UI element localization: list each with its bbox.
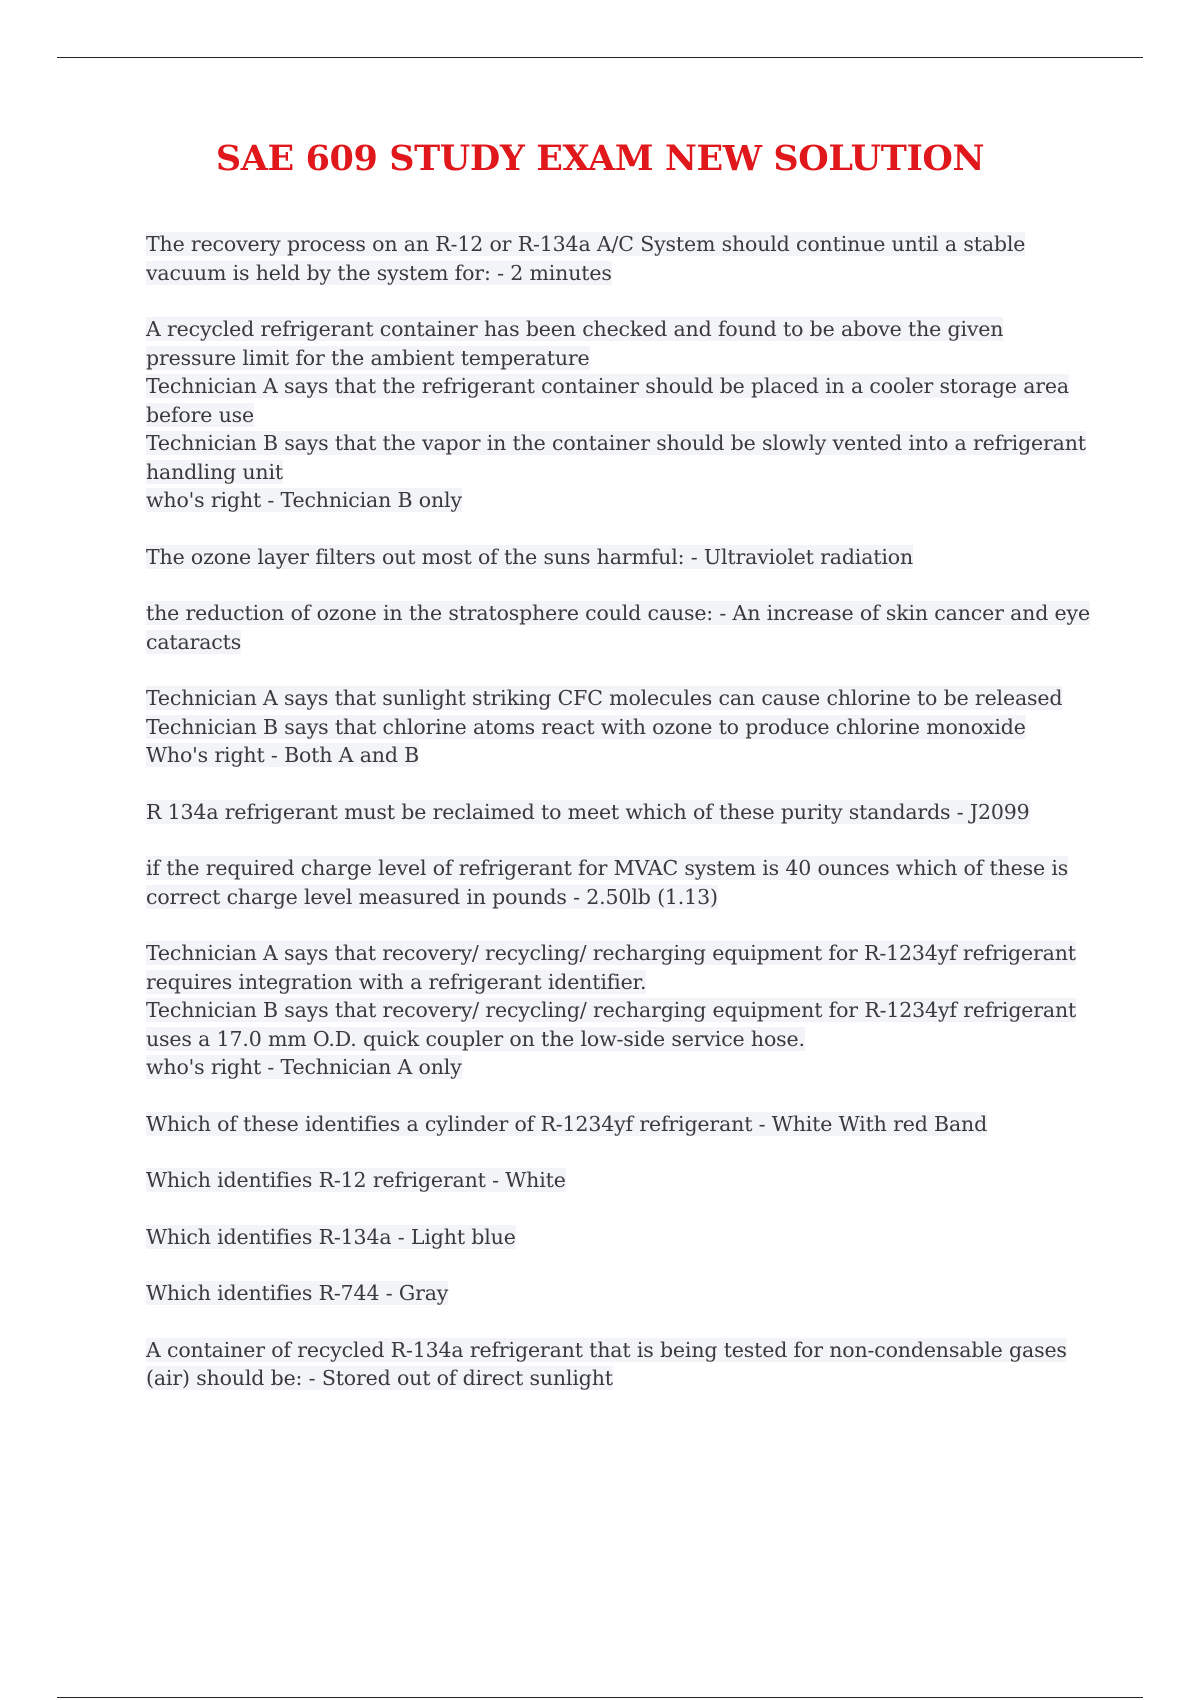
qa-line-text: Which identifies R-134a - Light blue (146, 1224, 516, 1249)
qa-item (146, 1279, 1096, 1308)
qa-item (146, 854, 1096, 911)
qa-line (146, 1166, 1096, 1195)
qa-line (146, 1364, 1096, 1393)
qa-line (146, 939, 1096, 968)
qa-line (146, 1110, 1096, 1139)
qa-line-text: pressure limit for the ambient temperature (146, 345, 590, 370)
qa-line (146, 259, 1096, 288)
qa-line (146, 741, 1096, 770)
qa-line-text: cataracts (146, 629, 242, 654)
qa-line (146, 458, 1096, 487)
qa-line-text: Which identifies R-12 refrigerant - White (146, 1168, 566, 1192)
qa-line (146, 1279, 1096, 1308)
qa-line (146, 684, 1096, 713)
qa-line (146, 854, 1096, 883)
qa-line-text: (air) should be: - Stored out of direct sunlight (146, 1366, 613, 1390)
qa-line (146, 1053, 1096, 1082)
qa-list (146, 230, 1096, 1421)
qa-line (146, 1025, 1096, 1054)
qa-line (146, 344, 1096, 373)
qa-line-text: Technician A says that sunlight striking CFC molecules can cause chlorine to be released (146, 686, 1063, 710)
qa-item (146, 315, 1096, 515)
qa-line (146, 713, 1096, 742)
qa-line-text: the reduction of ozone in the stratosphere could cause: - An increase of skin cancer and eye (146, 601, 1090, 625)
qa-line (146, 798, 1096, 827)
qa-line-text: Technician B says that recovery/ recycling/ recharging equipment for R-1234yf refrigerant (146, 998, 1077, 1022)
qa-item (146, 939, 1096, 1082)
qa-line (146, 996, 1096, 1025)
qa-line-text: before use (146, 402, 254, 427)
qa-line (146, 883, 1096, 912)
qa-item (146, 798, 1096, 827)
qa-item (146, 1223, 1096, 1252)
qa-line (146, 315, 1096, 344)
qa-line (146, 486, 1096, 515)
qa-line-text: Technician B says that chlorine atoms react with ozone to produce chlorine monoxide (146, 714, 1026, 739)
qa-line-text: Technician A says that recovery/ recycling/ recharging equipment for R-1234yf refrigerant (146, 941, 1076, 965)
qa-line (146, 1223, 1096, 1252)
qa-line (146, 230, 1096, 259)
qa-line-text: The ozone layer filters out most of the suns harmful: - Ultraviolet radiation (146, 544, 914, 569)
page-title: SAE 609 STUDY EXAM NEW SOLUTION (215, 138, 985, 179)
qa-line (146, 599, 1096, 628)
qa-line-text: The recovery process on an R-12 or R-134a A/C System should continue until a stable (146, 232, 1026, 256)
qa-line (146, 1336, 1096, 1365)
qa-line (146, 628, 1096, 657)
qa-item (146, 1110, 1096, 1139)
qa-item (146, 599, 1096, 656)
qa-item (146, 1166, 1096, 1195)
qa-line-text: who's right - Technician B only (146, 488, 462, 512)
qa-item (146, 230, 1096, 287)
qa-line-text: Which identifies R-744 - Gray (146, 1281, 449, 1305)
qa-line-text: Technician A says that the refrigerant container should be placed in a cooler storage area (146, 374, 1069, 398)
qa-line-text: Technician B says that the vapor in the container should be slowly vented into a refrigerant (146, 431, 1086, 455)
qa-line-text: vacuum is held by the system for: - 2 minutes (146, 260, 612, 285)
qa-line-text: A container of recycled R-134a refrigerant that is being tested for non-condensable gases (146, 1337, 1067, 1362)
qa-line (146, 968, 1096, 997)
qa-item (146, 1336, 1096, 1393)
qa-line-text: Who's right - Both A and B (146, 743, 420, 767)
qa-line-text: uses a 17.0 mm O.D. quick coupler on the low-side service hose. (146, 1026, 805, 1051)
qa-line-text: R 134a refrigerant must be reclaimed to meet which of these purity standards - J2099 (146, 799, 1030, 824)
top-rule (57, 57, 1143, 58)
qa-line (146, 401, 1096, 430)
qa-line-text: requires integration with a refrigerant identifier. (146, 969, 647, 994)
qa-line-text: correct charge level measured in pounds - 2.50lb (1.13) (146, 884, 718, 909)
qa-line-text: who's right - Technician A only (146, 1055, 462, 1079)
qa-line-text: handling unit (146, 459, 283, 484)
qa-line (146, 429, 1096, 458)
qa-item (146, 684, 1096, 770)
qa-line-text: A recycled refrigerant container has been checked and found to be above the given (146, 317, 1004, 341)
qa-line (146, 372, 1096, 401)
qa-line (146, 543, 1096, 572)
qa-line-text: if the required charge level of refrigerant for MVAC system is 40 ounces which of these is (146, 856, 1069, 880)
qa-line-text: Which of these identifies a cylinder of R-1234yf refrigerant - White With red Band (146, 1111, 988, 1136)
qa-item (146, 543, 1096, 572)
bottom-rule (57, 1697, 1143, 1698)
